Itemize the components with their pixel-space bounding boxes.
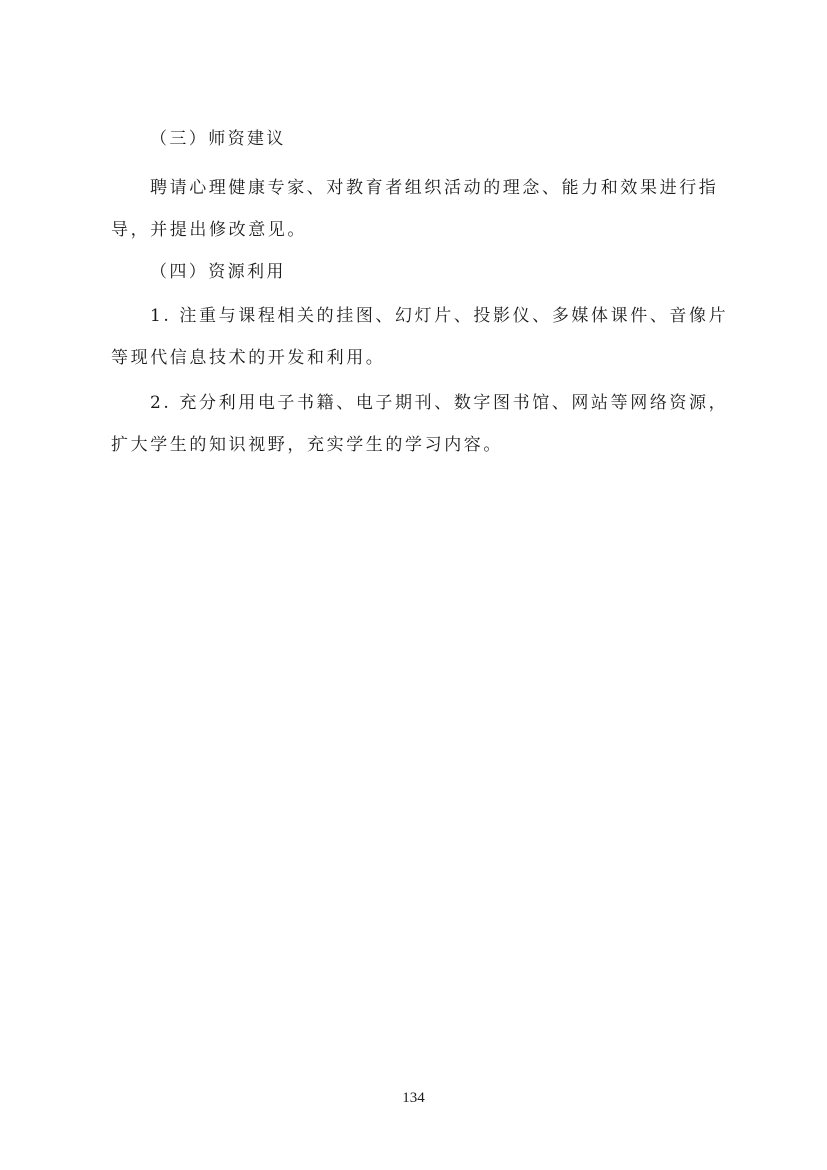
paragraph-line: 导，并提出修改意见。	[111, 220, 307, 240]
page-number: 134	[402, 1090, 425, 1106]
paragraph-line: 1. 注重与课程相关的挂图、幻灯片、投影仪、多媒体课件、音像片	[150, 306, 729, 326]
paragraph-line: 扩大学生的知识视野，充实学生的学习内容。	[111, 435, 503, 455]
paragraph-line: 等现代信息技术的开发和利用。	[111, 348, 386, 368]
paragraph-line: 2. 充分利用电子书籍、电子期刊、数字图书馆、网站等网络资源，	[150, 393, 729, 413]
section-heading-resource-use: （四）资源利用	[150, 262, 286, 282]
paragraph-line: 聘请心理健康专家、对教育者组织活动的理念、能力和效果进行指	[150, 178, 719, 198]
section-heading-teacher-suggestions: （三）师资建议	[150, 129, 286, 149]
